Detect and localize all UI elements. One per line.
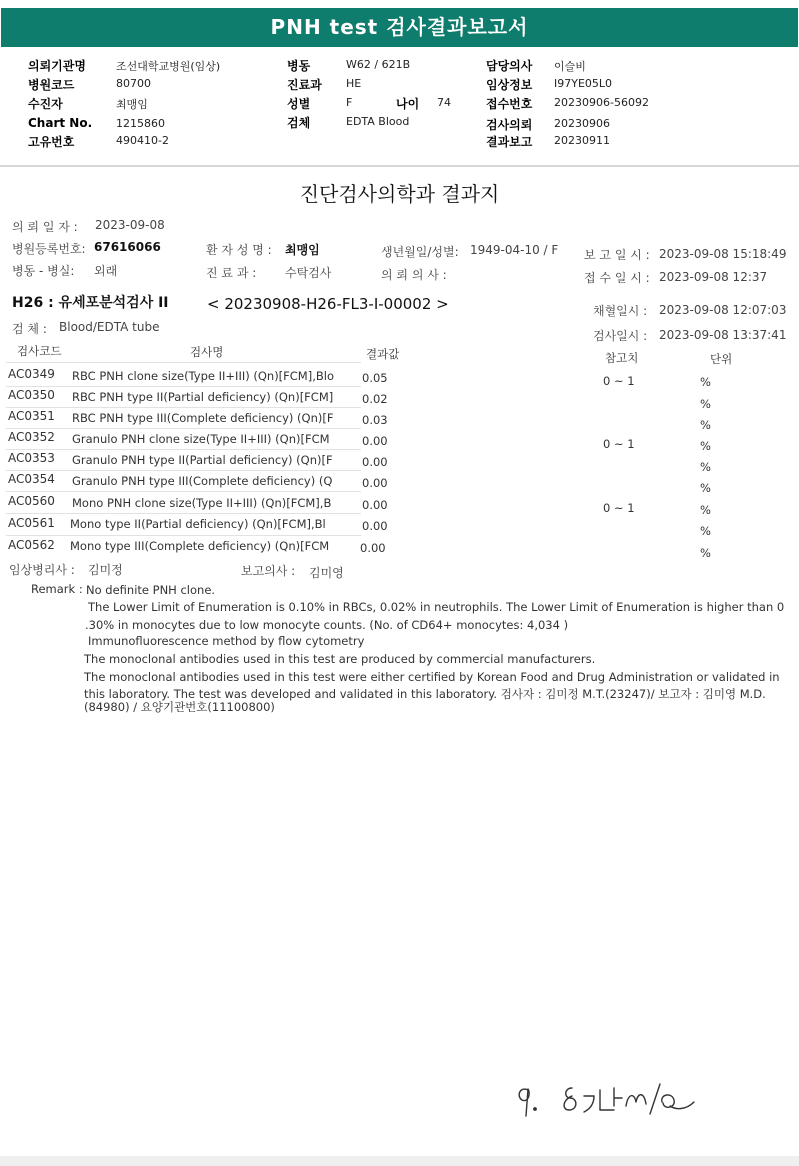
banner-title: PNH test 검사결과보고서 — [270, 15, 529, 39]
row-value: 0.00 — [362, 476, 388, 490]
request-info-header — [0, 47, 799, 167]
report-date: 2023-09-08 15:18:49 — [659, 247, 787, 261]
remark-line: .30% in monocytes due to low monocyte counts. (No. of CD64+ monocytes: 4,034 ) — [85, 618, 569, 632]
row-code: AC0560 — [8, 494, 55, 508]
hdr-value-department: HE — [346, 77, 362, 90]
hdr-value-test-request: 20230906 — [554, 117, 610, 130]
row-test-name: Mono type II(Partial deficiency) (Qn)[FCM],Bl — [70, 517, 326, 531]
row-value: 0.05 — [362, 371, 388, 385]
row-value: 0.02 — [362, 392, 388, 406]
reg-no-label: 병원등록번호: — [12, 242, 86, 256]
remark-line: The Lower Limit of Enumeration is 0.10% in RBCs, 0.02% in neutrophils. The Lower Limit of Enumeration is higher than 0 — [88, 600, 785, 614]
hdr-value-sex: F — [346, 96, 353, 109]
reporter-label: 보고의사 : — [241, 564, 296, 578]
dept-value: 수탁검사 — [285, 266, 332, 280]
hdr-label-ward: 병동 — [287, 59, 311, 73]
row-test-name: Mono type III(Complete deficiency) (Qn)[FCM — [70, 539, 330, 553]
row-divider — [6, 470, 361, 471]
hdr-value-unique-no: 490410-2 — [116, 134, 169, 147]
hdr-value-hospital-code: 80700 — [116, 77, 151, 90]
row-unit: % — [700, 460, 711, 474]
row-ref-range: 0 ~ 1 — [603, 437, 635, 451]
specimen-value: Blood/EDTA tube — [59, 320, 160, 334]
hdr-value-clinical-info: I97YE05L0 — [554, 77, 613, 90]
row-test-name: Granulo PNH type III(Complete deficiency) (Q — [72, 474, 333, 488]
row-unit: % — [700, 375, 711, 389]
row-test-name: Mono PNH clone size(Type II+III) (Qn)[FCM],B — [72, 496, 332, 510]
hdr-label-institution: 의뢰기관명 — [28, 59, 86, 73]
patient-name-label: 환 자 성 명 : — [206, 243, 272, 257]
test-date: 2023-09-08 13:37:41 — [659, 328, 787, 342]
reporter-name: 김미영 — [309, 566, 344, 580]
birth-label: 생년월일/성별: — [381, 245, 459, 259]
handwritten-signature — [510, 1076, 710, 1126]
request-date: 2023-09-08 — [95, 218, 165, 232]
receipt-date: 2023-09-08 12:37 — [659, 270, 768, 284]
hdr-value-institution: 조선대학교병원(임상) — [116, 60, 221, 73]
row-code: AC0561 — [8, 516, 55, 530]
row-unit: % — [700, 546, 711, 560]
request-date-label: 의 뢰 일 자 : — [12, 220, 78, 234]
row-value: 0.00 — [362, 455, 388, 469]
row-unit: % — [700, 397, 711, 411]
remark-line: this laboratory. The test was developed and validated in this laboratory. 검사자 : 김미정 M.T.(23247)/ 보고자 : 김미영 M.D. — [84, 687, 766, 701]
hdr-label-chart-no: Chart No. — [28, 116, 93, 130]
hdr-value-chart-no: 1215860 — [116, 117, 165, 130]
row-ref-range: 0 ~ 1 — [603, 374, 635, 388]
remark-line: No definite PNH clone. — [86, 583, 216, 597]
footer-bar — [0, 1156, 799, 1166]
col-header-code: 검사코드 — [17, 344, 62, 358]
dept-label: 진 료 과 : — [206, 266, 257, 280]
remark-line: Immunofluorescence method by flow cytometry — [88, 634, 365, 648]
row-code: AC0353 — [8, 451, 55, 465]
hdr-value-result-report: 20230911 — [554, 134, 610, 147]
hdr-label-age: 나이 — [396, 97, 420, 111]
row-code: AC0350 — [8, 388, 55, 402]
row-divider — [6, 491, 361, 492]
row-unit: % — [700, 481, 711, 495]
row-test-name: Granulo PNH type II(Partial deficiency) (Qn)[F — [72, 453, 333, 467]
row-value: 0.03 — [362, 413, 388, 427]
hdr-value-age: 74 — [437, 96, 451, 109]
row-value: 0.00 — [362, 434, 388, 448]
birth-sex: 1949-04-10 / F — [470, 243, 559, 257]
hdr-label-doctor: 담당의사 — [486, 59, 533, 73]
row-unit: % — [700, 524, 711, 538]
report-title: 진단검사의학과 결과지 — [299, 182, 500, 206]
reg-no: 67616066 — [94, 240, 161, 254]
report-date-label: 보 고 일 시 : — [584, 248, 650, 262]
hdr-label-receipt-no: 접수번호 — [486, 97, 533, 111]
col-header-unit: 단위 — [710, 352, 733, 366]
row-test-name: RBC PNH type II(Partial deficiency) (Qn)[FCM] — [72, 390, 334, 404]
pathologist-label: 임상병리사 : — [9, 563, 75, 577]
row-divider — [6, 386, 361, 387]
hdr-label-department: 진료과 — [287, 78, 322, 92]
row-test-name: Granulo PNH clone size(Type II+III) (Qn)[FCM — [72, 432, 330, 446]
row-value: 0.00 — [362, 519, 388, 533]
row-divider — [6, 449, 361, 450]
row-divider — [6, 513, 361, 514]
col-header-result: 결과값 — [366, 347, 400, 361]
row-unit: % — [700, 439, 711, 453]
hdr-label-hospital-code: 병원코드 — [28, 78, 75, 92]
remark-line: The monoclonal antibodies used in this test are produced by commercial manufacturers. — [84, 652, 596, 666]
row-code: AC0562 — [8, 538, 55, 552]
row-code: AC0354 — [8, 472, 55, 486]
hdr-label-unique-no: 고유번호 — [28, 135, 75, 149]
ward-label: 병동 - 병실: — [12, 264, 75, 278]
hdr-value-receipt-no: 20230906-56092 — [554, 96, 649, 109]
hdr-label-specimen: 검체 — [287, 116, 311, 130]
ward-room: 외래 — [94, 264, 118, 278]
hdr-value-doctor: 이슬비 — [554, 60, 586, 73]
hdr-label-result-report: 결과보고 — [486, 135, 533, 149]
hdr-label-sex: 성별 — [287, 97, 311, 111]
remark-line: (84980) / 요양기관번호(11100800) — [84, 700, 275, 714]
hdr-label-test-request: 검사의뢰 — [486, 118, 533, 132]
pathologist-name: 김미정 — [88, 563, 123, 577]
col-header-name: 검사명 — [190, 345, 224, 359]
row-code: AC0351 — [8, 409, 55, 423]
row-divider — [6, 535, 361, 536]
row-code: AC0349 — [8, 367, 55, 381]
accession-number: < 20230908-H26-FL3-I-00002 > — [207, 295, 449, 313]
exam-title: H26 : 유세포분석검사 II — [12, 295, 169, 311]
hdr-label-clinical-info: 임상정보 — [486, 78, 533, 92]
collect-date-label: 채혈일시 : — [593, 304, 648, 318]
row-divider — [6, 407, 361, 408]
collect-date: 2023-09-08 12:07:03 — [659, 303, 787, 317]
remark-line: The monoclonal antibodies used in this test were either certified by Korean Food and Drug Administration or validated in — [84, 670, 780, 684]
row-ref-range: 0 ~ 1 — [603, 501, 635, 515]
hdr-label-patient: 수진자 — [28, 97, 63, 111]
row-unit: % — [700, 503, 711, 517]
row-code: AC0352 — [8, 430, 55, 444]
test-date-label: 검사일시 : — [593, 329, 648, 343]
row-test-name: RBC PNH type III(Complete deficiency) (Qn)[F — [72, 411, 334, 425]
row-unit: % — [700, 418, 711, 432]
row-divider — [6, 428, 361, 429]
hdr-value-specimen: EDTA Blood — [346, 115, 410, 128]
remark-label: Remark : — [31, 582, 83, 596]
specimen-label: 검 체 : — [12, 322, 47, 336]
requesting-doctor-label: 의 뢰 의 사 : — [381, 268, 447, 282]
hdr-value-patient: 최맹임 — [116, 98, 148, 111]
header-divider — [6, 362, 361, 363]
receipt-date-label: 접 수 일 시 : — [584, 271, 650, 285]
row-test-name: RBC PNH clone size(Type II+III) (Qn)[FCM],Blo — [72, 369, 334, 383]
row-value: 0.00 — [362, 498, 388, 512]
row-value: 0.00 — [360, 541, 386, 555]
col-header-ref: 참고치 — [605, 351, 639, 365]
patient-name: 최맹임 — [285, 243, 320, 257]
hdr-value-ward: W62 / 621B — [346, 58, 411, 71]
